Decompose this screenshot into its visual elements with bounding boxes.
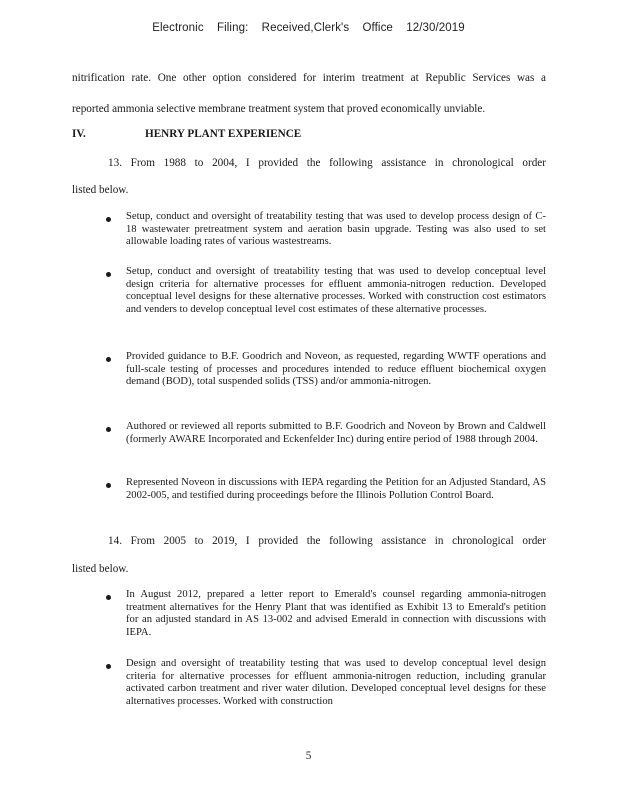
filing-header: [0, 22, 617, 34]
intro-line-2: reported ammonia selective membrane treatment system that proved economically unviable.: [72, 103, 486, 115]
header-word: Electronic: [152, 22, 204, 34]
para-14-line-1: 14. From 2005 to 2019, I provided the following assistance in chronological order: [108, 535, 546, 547]
header-word: Office: [362, 22, 393, 34]
header-date: 12/30/2019: [406, 22, 465, 34]
bullet-icon: [106, 427, 111, 432]
list-item-text: Represented Noveon in discussions with IEPA regarding the Petition for an Adjusted Standard, AS 2002-005, and testified during proceedings before the Illinois Pollution Control Board.: [126, 477, 546, 501]
bullet-icon: [106, 272, 111, 277]
list-item: [106, 589, 546, 639]
bullet-icon: [106, 357, 111, 362]
list-item-text: Provided guidance to B.F. Goodrich and Noveon, as requested, regarding WWTF operations and full-scale testing of processes and procedures intended to reduce effluent biochemical oxygen demand (BOD), total suspended solids (TSS) and/or ammonia-nitrogen.: [126, 351, 546, 388]
list-item: [106, 266, 546, 316]
list-item: [106, 211, 546, 249]
list-item-text: Setup, conduct and oversight of treatability testing that was used to develop conceptual level design criteria for alternative processes for effluent ammonia-nitrogen reduction. Developed conceptual level designs for these alternative processes. Worked with construction cost estimators and venders to develop conceptual level cost estimates of these alternative processes.: [126, 266, 546, 315]
header-word: Filing:: [216, 22, 249, 34]
list-item: [106, 351, 546, 389]
para-13-line-2: listed below.: [72, 184, 129, 196]
intro-line-1: nitrification rate. One other option considered for interim treatment at Republic Services was a: [72, 72, 546, 84]
list-item-text: Authored or reviewed all reports submitted to B.F. Goodrich and Noveon by Brown and Caldwell (formerly AWARE Incorporated and Eckenfelder Inc) during entire period of 1988 through 2004.: [126, 421, 546, 445]
para-14-line-2: listed below.: [72, 563, 129, 575]
section-heading: [72, 128, 301, 140]
list-item-text: Setup, conduct and oversight of treatability testing that was used to develop process design of C-18 wastewater pretreatment system and aeration basin upgrade. Testing was also used to set allowable loading rates of various wastestreams.: [126, 211, 546, 248]
bullet-icon: [106, 217, 111, 222]
list-item-text: In August 2012, prepared a letter report to Emerald's counsel regarding ammonia-nitrogen treatment alternatives for the Henry Plant that was identified as Exhibit 13 to Emerald's petition for an adjusted standard in AS 13-002 and advised Emerald in connection with discussions with IEPA.: [126, 589, 546, 638]
section-title: HENRY PLANT EXPERIENCE: [145, 128, 302, 140]
page-number: 5: [305, 750, 312, 762]
list-item: [106, 477, 546, 502]
bullet-icon: [106, 595, 111, 600]
header-word: Received,Clerk's: [261, 22, 350, 34]
bullet-icon: [106, 483, 111, 488]
para-13-line-1: 13. From 1988 to 2004, I provided the following assistance in chronological order: [108, 157, 546, 169]
bullet-icon: [106, 664, 111, 669]
section-number: IV.: [72, 128, 86, 140]
list-item-text: Design and oversight of treatability testing that was used to develop conceptual level design criteria for alternative processes for effluent ammonia-nitrogen reduction, including granular activated carbon treatment and river water dilution. Developed conceptual level designs for these alternatives processes. Worked with construction: [126, 658, 546, 707]
list-item: [106, 658, 546, 708]
list-item: [106, 421, 546, 446]
